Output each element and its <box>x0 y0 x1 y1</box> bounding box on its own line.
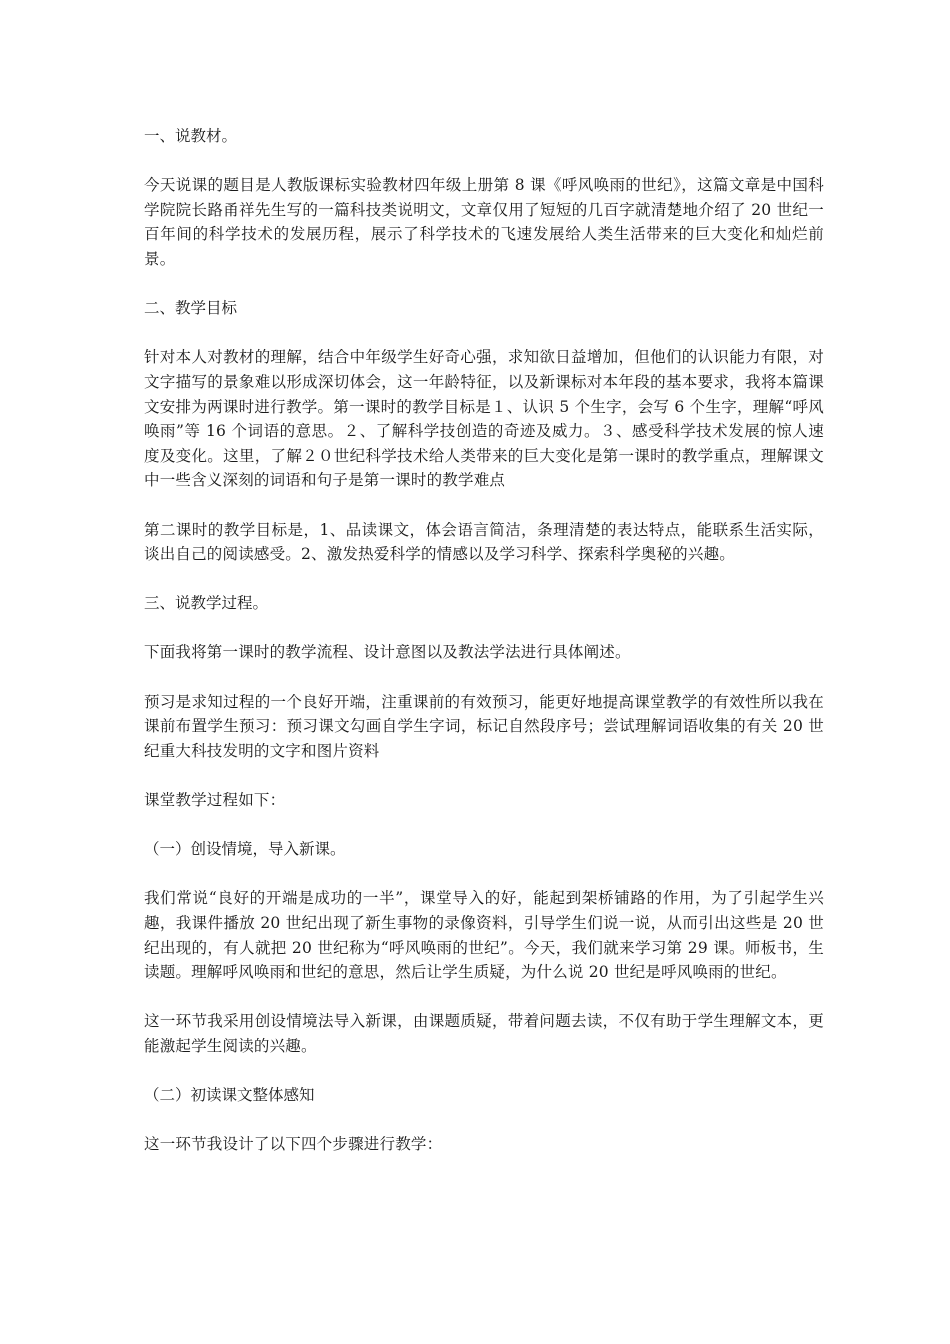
section-heading-teaching-process: 三、说教学过程。 <box>144 594 269 613</box>
section-heading-teaching-goals: 二、教学目标 <box>144 299 238 318</box>
paragraph-lesson-intro: 我们常说“良好的开端是成功的一半”，课堂导入的好，能起到架桥铺路的作用，为了引起学生兴趣，我课件播放 20 世纪出现了新生事物的录像资料，引导学生们说一说，从而引出这些是 20 世纪出现的，有人就把 20 世纪称为“呼风唤雨的世纪”。今天，我们就来学习第 29 课。师板书，生读题。理解呼风唤雨和世纪的意思，然后让学生质疑，为什么说 20 世纪是呼风唤雨的世纪。 <box>144 889 824 982</box>
section-heading-textbook: 一、说教材。 <box>144 127 238 145</box>
subheading-create-situation: （一）创设情境，导入新课。 <box>144 840 346 859</box>
paragraph-classroom-process: 课堂教学过程如下： <box>144 791 286 810</box>
paragraph-process-intro: 下面我将第一课时的教学流程、设计意图以及教法学法进行具体阐述。 <box>144 643 631 662</box>
paragraph-second-lesson-goals: 第二课时的教学目标是，1、品读课文，体会语言简洁，条理清楚的表达特点，能联系生活实际，谈出自己的阅读感受。2、激发热爱科学的情感以及学习科学、探索科学奥秘的兴趣。 <box>144 520 824 564</box>
paragraph-textbook-intro: 今天说课的题目是人教版课标实验教材四年级上册第 8 课《呼风唤雨的世纪》，这篇文章是中国科学院院长路甬祥先生写的一篇科技类说明文，文章仅用了短短的几百字就清楚地介绍了 20 世纪一百年间的科学技术的发展历程，展示了科学技术的飞速发展给人类生活带来的巨大变化和灿烂前景。 <box>144 176 824 268</box>
document-page <box>144 124 824 1182</box>
paragraph-preview: 预习是求知过程的一个良好开端，注重课前的有效预习，能更好地提高课堂教学的有效性所以我在课前布置学生预习：预习课文勾画自学生字词，标记自然段序号；尝试理解词语收集的有关 20 世纪重大科技发明的文字和图片资料 <box>144 692 824 760</box>
paragraph-four-steps: 这一环节我设计了以下四个步骤进行教学： <box>144 1135 443 1154</box>
paragraph-method-note: 这一环节我采用创设情境法导入新课，由课题质疑，带着问题去读，不仅有助于学生理解文本，更能激起学生阅读的兴趣。 <box>144 1012 824 1055</box>
paragraph-first-lesson-goals: 针对本人对教材的理解，结合中年级学生好奇心强，求知欲日益增加，但他们的认识能力有限，对文字描写的景象难以形成深切体会，这一年龄特征，以及新课标对本年段的基本要求，我将本篇课文安排为两课时进行教学。第一课时的教学目标是１、认识 5 个生字，会写 6 个生字，理解“呼风唤雨”等 16 个词语的意思。２、了解科学技创造的奇迹及威力。３、感受科学技术发展的惊人速度及变化。这里，了解２０世纪科学技术给人类带来的巨大变化是第一课时的教学重点，理解课文中一些含义深刻的词语和句子是第一课时的教学难点 <box>144 348 824 490</box>
subheading-first-reading: （二）初读课文整体感知 <box>144 1086 315 1105</box>
